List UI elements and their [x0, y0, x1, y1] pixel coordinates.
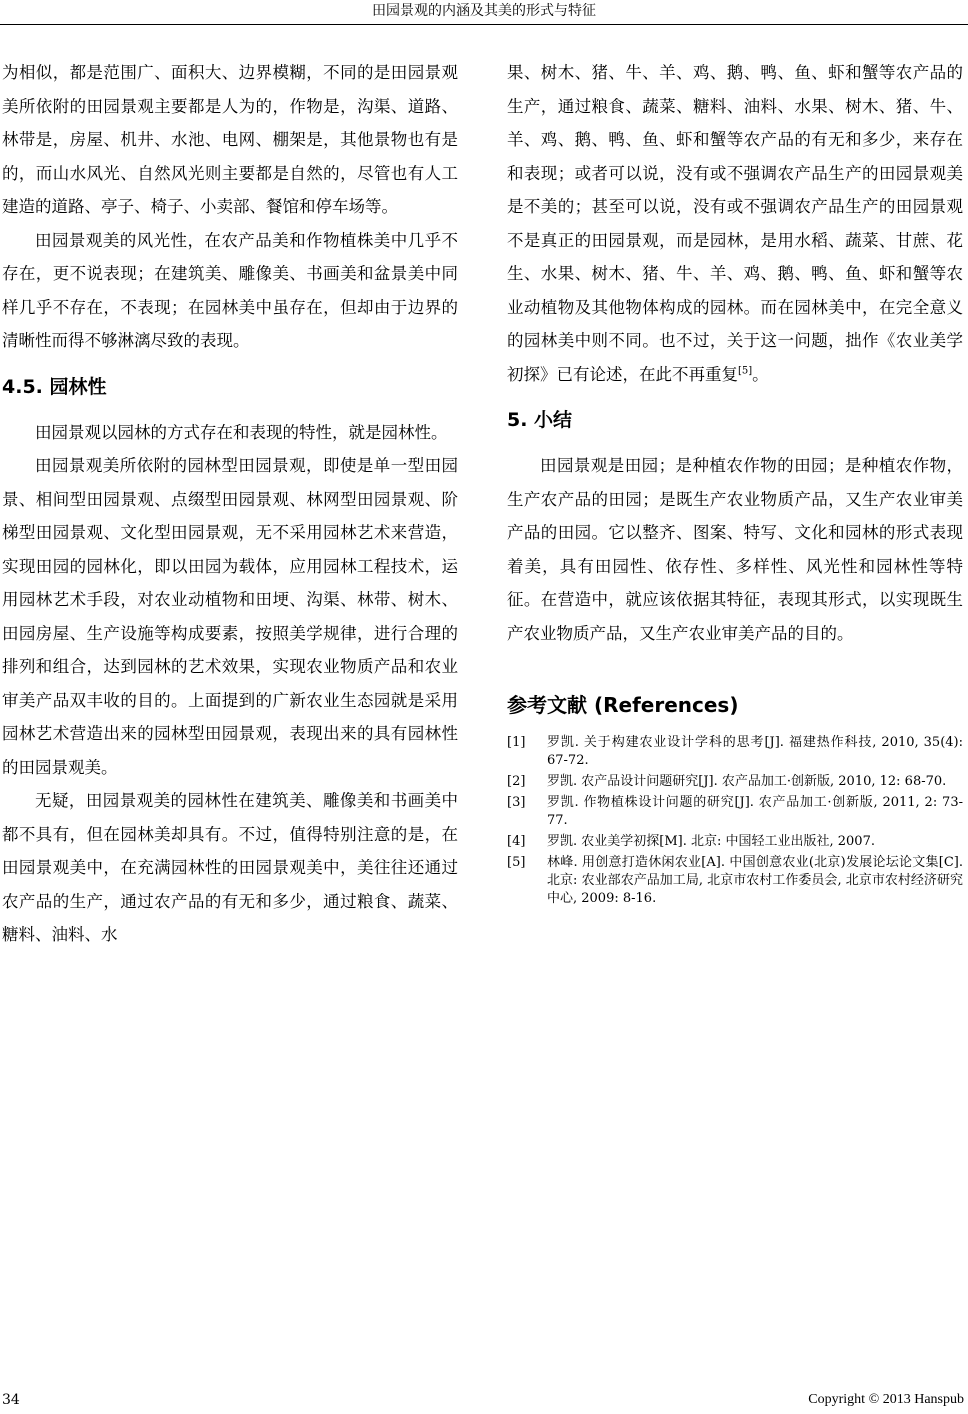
reference-number: [3] — [507, 795, 526, 810]
reference-text: 罗凯. 关于构建农业设计学科的思考[J]. 福建热作科技, 2010, 35(4): 67-72. — [547, 735, 963, 768]
page-footer — [0, 1390, 968, 1410]
reference-item — [507, 833, 963, 851]
reference-number: [5] — [507, 855, 526, 870]
reference-number: [4] — [507, 834, 526, 849]
reference-item — [507, 794, 963, 830]
reference-number: [1] — [507, 735, 526, 750]
section-heading-5: 5. 小结 — [507, 409, 573, 431]
paragraph: 无疑，田园景观美的园林性在建筑美、雕像美和书画美中都不具有，但在园林美却具有。不过，值得特别注意的是，在田园景观美中，在充满园林性的田园景观美中，美往往还通过农产品的生产，通过农产品的有无和多少，通过粮食、蔬菜、糖料、油料、水 — [2, 791, 458, 944]
running-title: 田园景观的内涵及其美的形式与特征 — [372, 3, 596, 19]
copyright-notice: Copyright © 2013 Hanspub — [808, 1392, 964, 1407]
paragraph — [507, 56, 963, 391]
citation-link[interactable]: [5] — [738, 365, 753, 376]
paragraph-text: 果、树木、猪、牛、羊、鸡、鹅、鸭、鱼、虾和蟹等农产品的生产，通过粮食、蔬菜、糖料、油料、水果、树木、猪、牛、羊、鸡、鹅、鸭、鱼、虾和蟹等农产品的有无和多少，来存在和表现；或者可以说，没有或不强调农产品生产的田园景观美是不美的；甚至可以说，没有或不强调农产品生产的田园景观不是真正的田园景观，而是园林，是用水稻、蔬菜、甘蔗、花生、水果、树木、猪、牛、羊、鸡、鹅、鸭、鱼、虾和蟹等农业动植物及其他物体构成的园林。而在园林美中，在完全意义的园林美中则不同。也不过，关于这一问题，拙作《农业美学初探》已有论述，在此不再重复 — [507, 63, 963, 384]
paragraph: 为相似，都是范围广、面积大、边界模糊，不同的是田园景观美所依附的田园景观主要都是人为的，作物是，沟渠、道路、林带是，房屋、机井、水池、电网、棚架是，其他景物也有是的，而山水风光、自然风光则主要都是自然的，尽管也有人工建造的道路、亭子、椅子、小卖部、餐馆和停车场等。 — [2, 63, 458, 216]
reference-text: 罗凯. 农产品设计问题研究[J]. 农产品加工·创新版, 2010, 12: 68-70. — [547, 774, 947, 789]
reference-item — [507, 734, 963, 770]
references-list — [507, 734, 963, 908]
paragraph-end: 。 — [752, 364, 769, 384]
right-column — [507, 56, 963, 911]
running-header — [0, 0, 968, 25]
references-heading: 参考文献 (References) — [507, 693, 739, 717]
reference-text: 罗凯. 农业美学初探[M]. 北京: 中国轻工业出版社, 2007. — [547, 834, 875, 849]
reference-item — [507, 773, 963, 791]
page-number: 34 — [2, 1392, 20, 1408]
paragraph: 田园景观是田园；是种植农作物的田园；是种植农作物，生产农产品的田园；是既生产农业物质产品，又生产农业审美产品的田园。它以整齐、图案、特写、文化和园林的形式表现着美，具有田园性、依存性、多样性、风光性和园林性等特征。在营造中，就应该依据其特征，表现其形式，以实现既生产农业物质产品，又生产农业审美产品的目的。 — [507, 456, 963, 643]
reference-text: 罗凯. 作物植株设计问题的研究[J]. 农产品加工·创新版, 2011, 2: 73-77. — [547, 795, 963, 828]
paragraph: 田园景观美的风光性，在农产品美和作物植株美中几乎不存在，更不说表现；在建筑美、雕像美、书画美和盆景美中同样几乎不存在，不表现；在园林美中虽存在，但却由于边界的清晰性而得不够淋漓尽致的表现。 — [2, 230, 458, 350]
section-heading-4-5: 4.5. 园林性 — [2, 375, 107, 398]
paragraph: 田园景观以园林的方式存在和表现的特性，就是园林性。 — [35, 422, 448, 442]
reference-text: 林峰. 用创意打造休闲农业[A]. 中国创意农业(北京)发展论坛论文集[C]. 北京: 农业部农产品加工局, 北京市农村工作委员会, 北京市农村经济研究中心, 2009: 8-16. — [547, 855, 963, 906]
paragraph: 田园景观美所依附的园林型田园景观，即使是单一型田园景、相间型田园景观、点缀型田园景观、林网型田园景观、阶梯型田园景观、文化型田园景观，无不采用园林艺术来营造，实现田园的园林化，即以田园为载体，应用园林工程技术，运用园林艺术手段，对农业动植物和田埂、沟渠、林带、树木、田园房屋、生产设施等构成要素，按照美学规律，进行合理的排列和组合，达到园林的艺术效果，实现农业物质产品和农业审美产品双丰收的目的。上面提到的广新农业生态园就是采用园林艺术营造出来的园林型田园景观，表现出来的具有园林性的田园景观美。 — [2, 456, 458, 777]
reference-number: [2] — [507, 774, 526, 789]
reference-item — [507, 854, 963, 908]
left-column — [2, 56, 458, 952]
